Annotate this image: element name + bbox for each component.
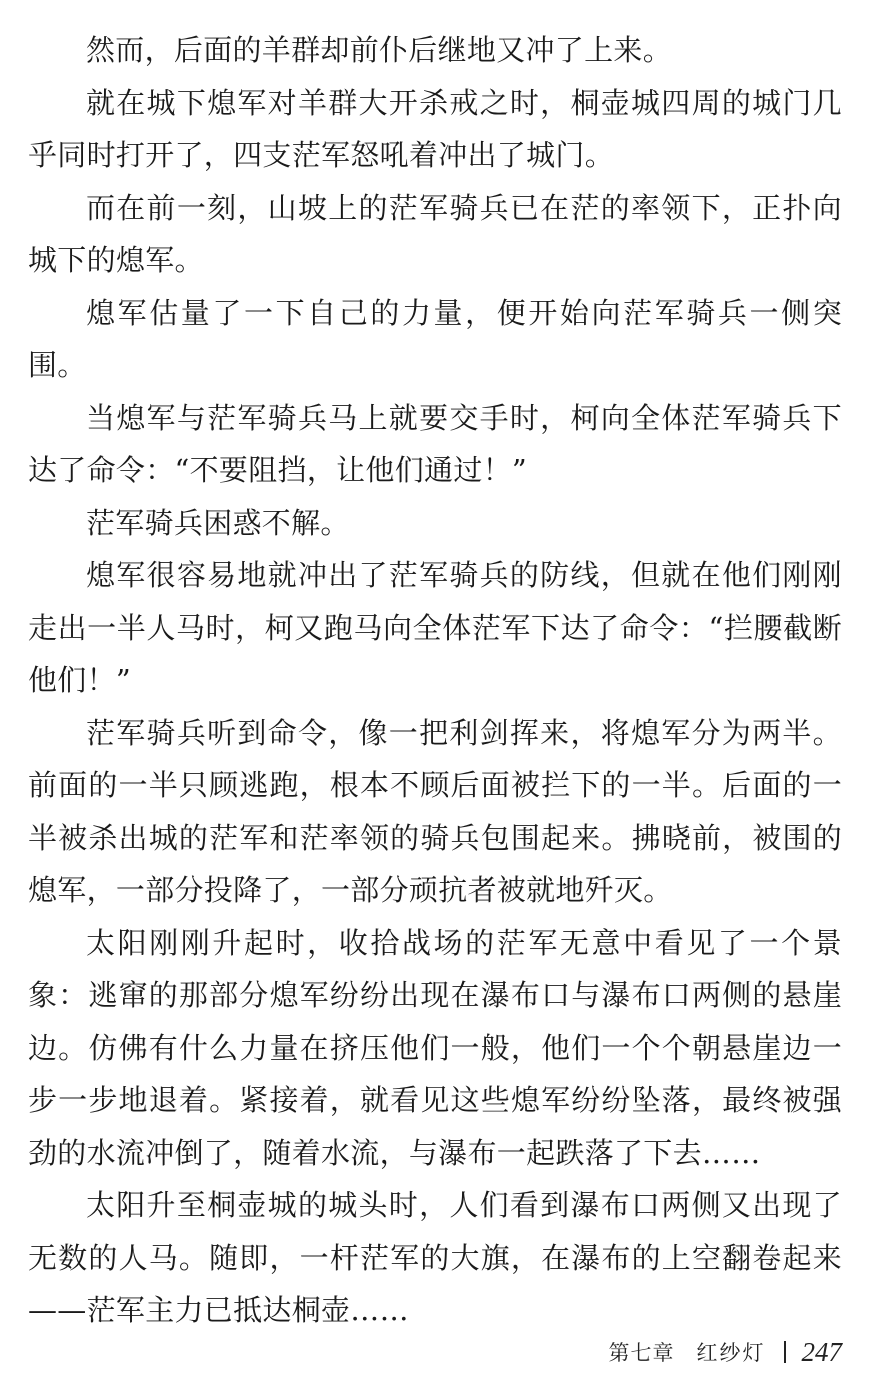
paragraph: 然而，后面的羊群却前仆后继地又冲了上来。: [86, 33, 673, 67]
chapter-label: 第七章: [608, 1341, 675, 1365]
paragraph: 而在前一刻，山坡上的茫军骑兵已在茫的率领下，正扑向城下的熄军。: [28, 190, 842, 277]
chapter-title: 红纱灯: [696, 1341, 766, 1365]
page-body: [28, 24, 842, 1337]
paragraph: 熄军很容易地就冲出了茫军骑兵的防线，但就在他们刚刚走出一半人马时，柯又跑马向全体茫军下达了命令：“拦腰截断他们！”: [28, 558, 842, 697]
paragraph: 当熄军与茫军骑兵马上就要交手时，柯向全体茫军骑兵下达了命令：“不要阻挡，让他们通过！”: [28, 400, 842, 487]
paragraph: 茫军骑兵听到命令，像一把利剑挥来，将熄军分为两半。前面的一半只顾逃跑，根本不顾后面被拦下的一半。后面的一半被杀出城的茫军和茫率领的骑兵包围起来。拂晓前，被围的熄军，一部分投降了，一部分顽抗者被就地歼灭。: [28, 715, 842, 907]
paragraph: 就在城下熄军对羊群大开杀戒之时，桐壶城四周的城门几乎同时打开了，四支茫军怒吼着冲出了城门。: [28, 85, 842, 172]
paragraph: 太阳刚刚升起时，收拾战场的茫军无意中看见了一个景象：逃窜的那部分熄军纷纷出现在瀑布口与瀑布口两侧的悬崖边。仿佛有什么力量在挤压他们一般，他们一个个朝悬崖边一步一步地退着。紧接着，就看见这些熄军纷纷坠落，最终被强劲的水流冲倒了，随着水流，与瀑布一起跌落了下去……: [28, 925, 842, 1170]
page-number: 247: [801, 1336, 842, 1367]
paragraph: 太阳升至桐壶城的城头时，人们看到瀑布口两侧又出现了无数的人马。随即，一杆茫军的大旗，在瀑布的上空翻卷起来——茫军主力已抵达桐壶……: [28, 1188, 842, 1327]
page-footer: [609, 1332, 843, 1372]
paragraph: 茫军骑兵困惑不解。: [86, 505, 350, 540]
footer-divider: [784, 1341, 786, 1363]
paragraph: 熄军估量了一下自己的力量，便开始向茫军骑兵一侧突围。: [28, 295, 842, 382]
